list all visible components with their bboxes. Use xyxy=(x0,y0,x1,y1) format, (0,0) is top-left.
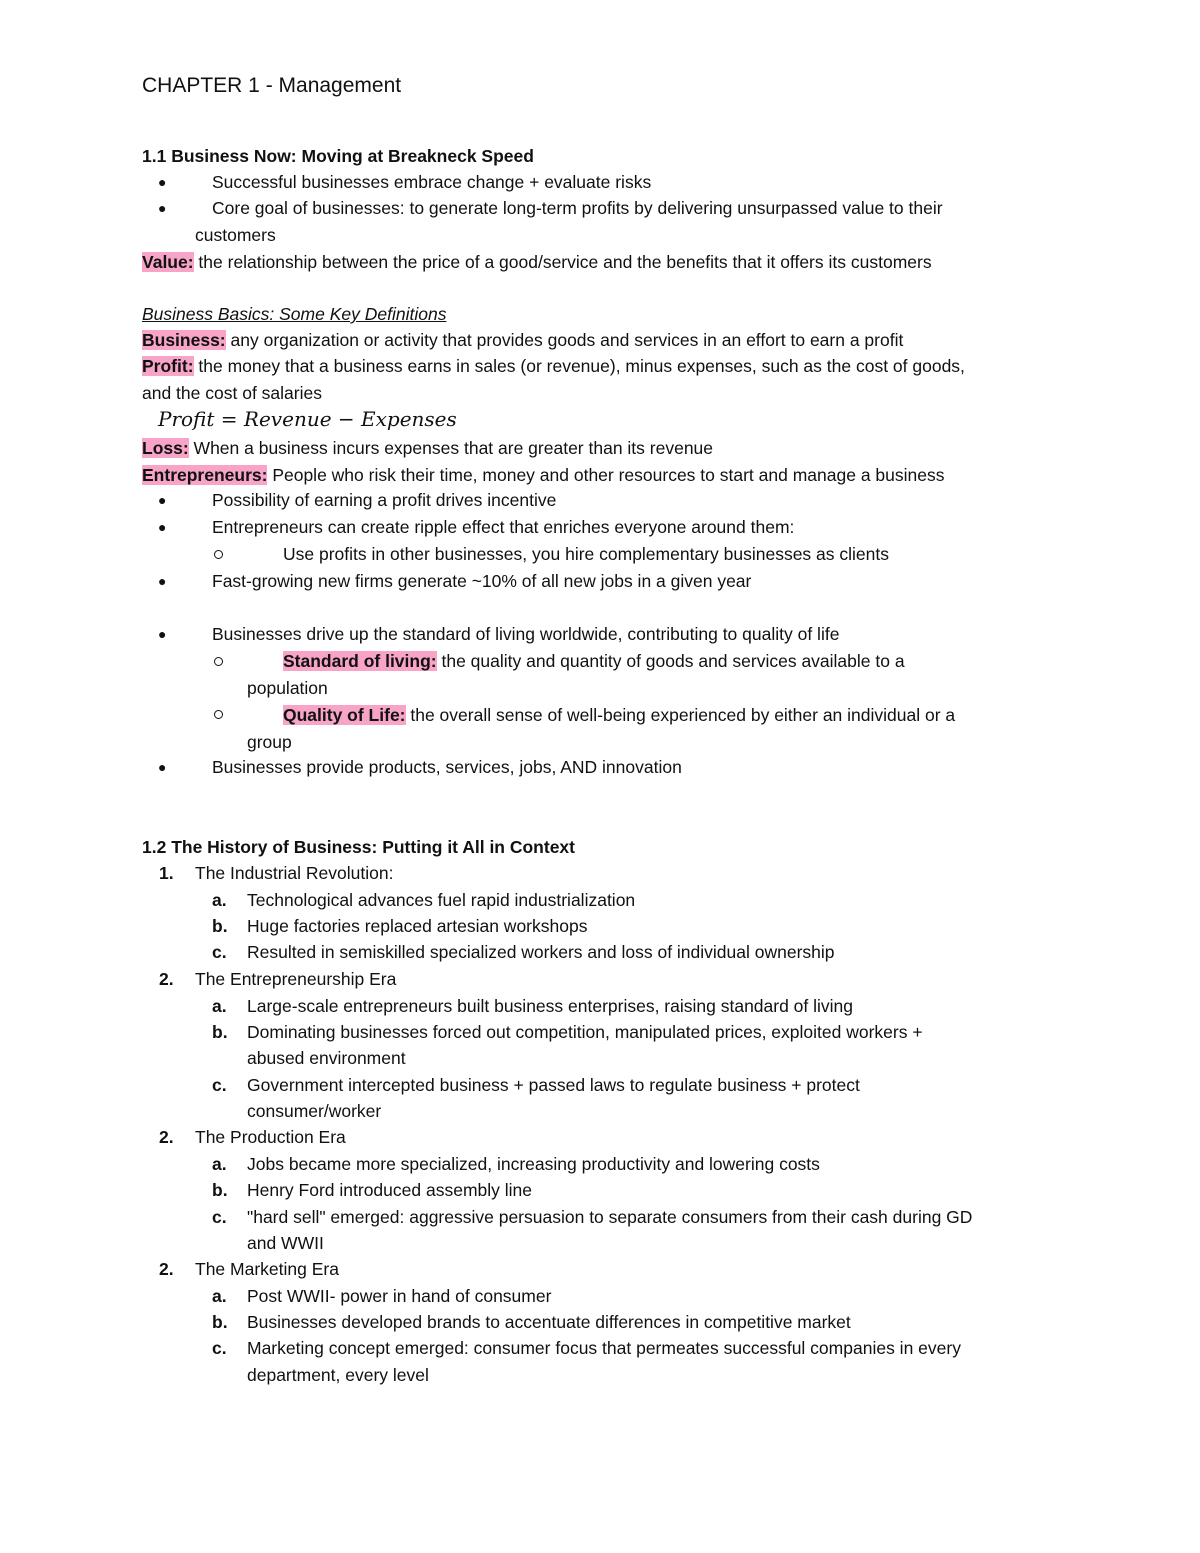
definition-text: the quality and quantity of goods and services available to a xyxy=(436,651,905,671)
list-letter: a. xyxy=(212,890,227,910)
list-letter: c. xyxy=(212,1075,227,1095)
list-letter: b. xyxy=(212,1022,228,1042)
list-letter: b. xyxy=(212,1180,228,1200)
list-letter: b. xyxy=(212,916,228,936)
document-title: CHAPTER 1 - Management xyxy=(142,74,402,97)
bullet-dot: ● xyxy=(158,626,167,642)
bullet-dot: ● xyxy=(158,200,167,216)
term-highlight: Entrepreneurs: xyxy=(142,465,268,485)
list-number: 2. xyxy=(159,1127,174,1147)
term-highlight: Loss: xyxy=(142,438,189,458)
profit-formula: Profit = Revenue − Expenses xyxy=(158,407,457,431)
list-item: Possibility of earning a profit drives incentive xyxy=(212,490,557,510)
sub-bullet-circle xyxy=(214,710,223,719)
definition-business xyxy=(142,328,903,352)
era-label: The Marketing Era xyxy=(195,1259,339,1279)
list-letter: a. xyxy=(212,1286,227,1306)
term-highlight: Profit: xyxy=(142,356,194,376)
definition-text: When a business incurs expenses that are greater than its revenue xyxy=(188,438,714,458)
term-highlight: Business: xyxy=(142,330,226,350)
section-heading-1-2: 1.2 The History of Business: Putting it All in Context xyxy=(142,837,575,857)
list-number: 1. xyxy=(159,863,174,883)
sub-list-continuation: population xyxy=(247,678,328,698)
list-number: 2. xyxy=(159,969,174,989)
list-item: Jobs became more specialized, increasing productivity and lowering costs xyxy=(247,1154,820,1174)
list-item: Businesses provide products, services, jobs, AND innovation xyxy=(212,757,682,777)
list-letter: c. xyxy=(212,942,227,962)
bullet-dot: ● xyxy=(158,519,167,535)
list-item: Government intercepted business + passed laws to regulate business + protect xyxy=(247,1075,860,1095)
list-item-continuation: department, every level xyxy=(247,1365,429,1385)
sub-bullet-circle xyxy=(214,550,223,559)
list-item: Technological advances fuel rapid industrialization xyxy=(247,890,636,910)
definition-profit xyxy=(142,354,965,378)
list-item: Dominating businesses forced out competition, manipulated prices, exploited workers + xyxy=(247,1022,923,1042)
list-item-continuation: customers xyxy=(195,225,276,245)
era-label: The Production Era xyxy=(195,1127,346,1147)
sub-bullet-circle xyxy=(214,657,223,666)
list-item-continuation: abused environment xyxy=(247,1048,406,1068)
term-highlight: Value: xyxy=(142,252,194,272)
list-letter: c. xyxy=(212,1338,227,1358)
sub-list-item-quality-of-life xyxy=(283,703,955,727)
definition-entrepreneurs xyxy=(142,463,944,487)
list-item: Marketing concept emerged: consumer focus that permeates successful companies in every xyxy=(247,1338,961,1358)
list-letter: a. xyxy=(212,996,227,1016)
sub-list-item-standard-of-living xyxy=(283,649,905,673)
bullet-dot: ● xyxy=(158,759,167,775)
list-item: Post WWII- power in hand of consumer xyxy=(247,1286,552,1306)
section-heading-1-1: 1.1 Business Now: Moving at Breakneck Speed xyxy=(142,146,534,166)
list-number: 2. xyxy=(159,1259,174,1279)
list-item: Successful businesses embrace change + evaluate risks xyxy=(212,172,652,192)
list-item-continuation: consumer/worker xyxy=(247,1101,382,1121)
definition-text: any organization or activity that provides goods and services in an effort to earn a profit xyxy=(225,330,904,350)
definition-text: the overall sense of well-being experienced by either an individual or a xyxy=(405,705,956,725)
definition-text: the money that a business earns in sales (or revenue), minus expenses, such as the cost of goods, xyxy=(193,356,965,376)
bullet-dot: ● xyxy=(158,492,167,508)
list-item: Businesses developed brands to accentuate differences in competitive market xyxy=(247,1312,851,1332)
list-letter: c. xyxy=(212,1207,227,1227)
subheading-key-definitions: Business Basics: Some Key Definitions xyxy=(142,304,447,324)
list-letter: a. xyxy=(212,1154,227,1174)
list-item: Henry Ford introduced assembly line xyxy=(247,1180,532,1200)
definition-loss xyxy=(142,436,713,460)
list-item: "hard sell" emerged: aggressive persuasion to separate consumers from their cash during GD xyxy=(247,1207,973,1227)
list-item: Entrepreneurs can create ripple effect that enriches everyone around them: xyxy=(212,517,795,537)
era-label: The Industrial Revolution: xyxy=(195,863,394,883)
definition-continuation: and the cost of salaries xyxy=(142,383,322,403)
list-item: Core goal of businesses: to generate long-term profits by delivering unsurpassed value to their xyxy=(212,198,943,218)
term-highlight: Standard of living: xyxy=(283,651,437,671)
bullet-dot: ● xyxy=(158,573,167,589)
term-highlight: Quality of Life: xyxy=(283,705,406,725)
list-item: Businesses drive up the standard of living worldwide, contributing to quality of life xyxy=(212,624,840,644)
list-item-continuation: and WWII xyxy=(247,1233,324,1253)
definition-text: People who risk their time, money and other resources to start and manage a business xyxy=(267,465,945,485)
sub-list-item: Use profits in other businesses, you hire complementary businesses as clients xyxy=(283,544,889,564)
list-item: Huge factories replaced artesian workshops xyxy=(247,916,588,936)
list-item: Large-scale entrepreneurs built business enterprises, raising standard of living xyxy=(247,996,854,1016)
bullet-dot: ● xyxy=(158,174,167,190)
list-letter: b. xyxy=(212,1312,228,1332)
definition-value xyxy=(142,250,932,274)
list-item: Resulted in semiskilled specialized workers and loss of individual ownership xyxy=(247,942,835,962)
sub-list-continuation: group xyxy=(247,732,292,752)
list-item: Fast-growing new firms generate ~10% of all new jobs in a given year xyxy=(212,571,752,591)
era-label: The Entrepreneurship Era xyxy=(195,969,397,989)
definition-text: the relationship between the price of a good/service and the benefits that it offers its customers xyxy=(193,252,932,272)
